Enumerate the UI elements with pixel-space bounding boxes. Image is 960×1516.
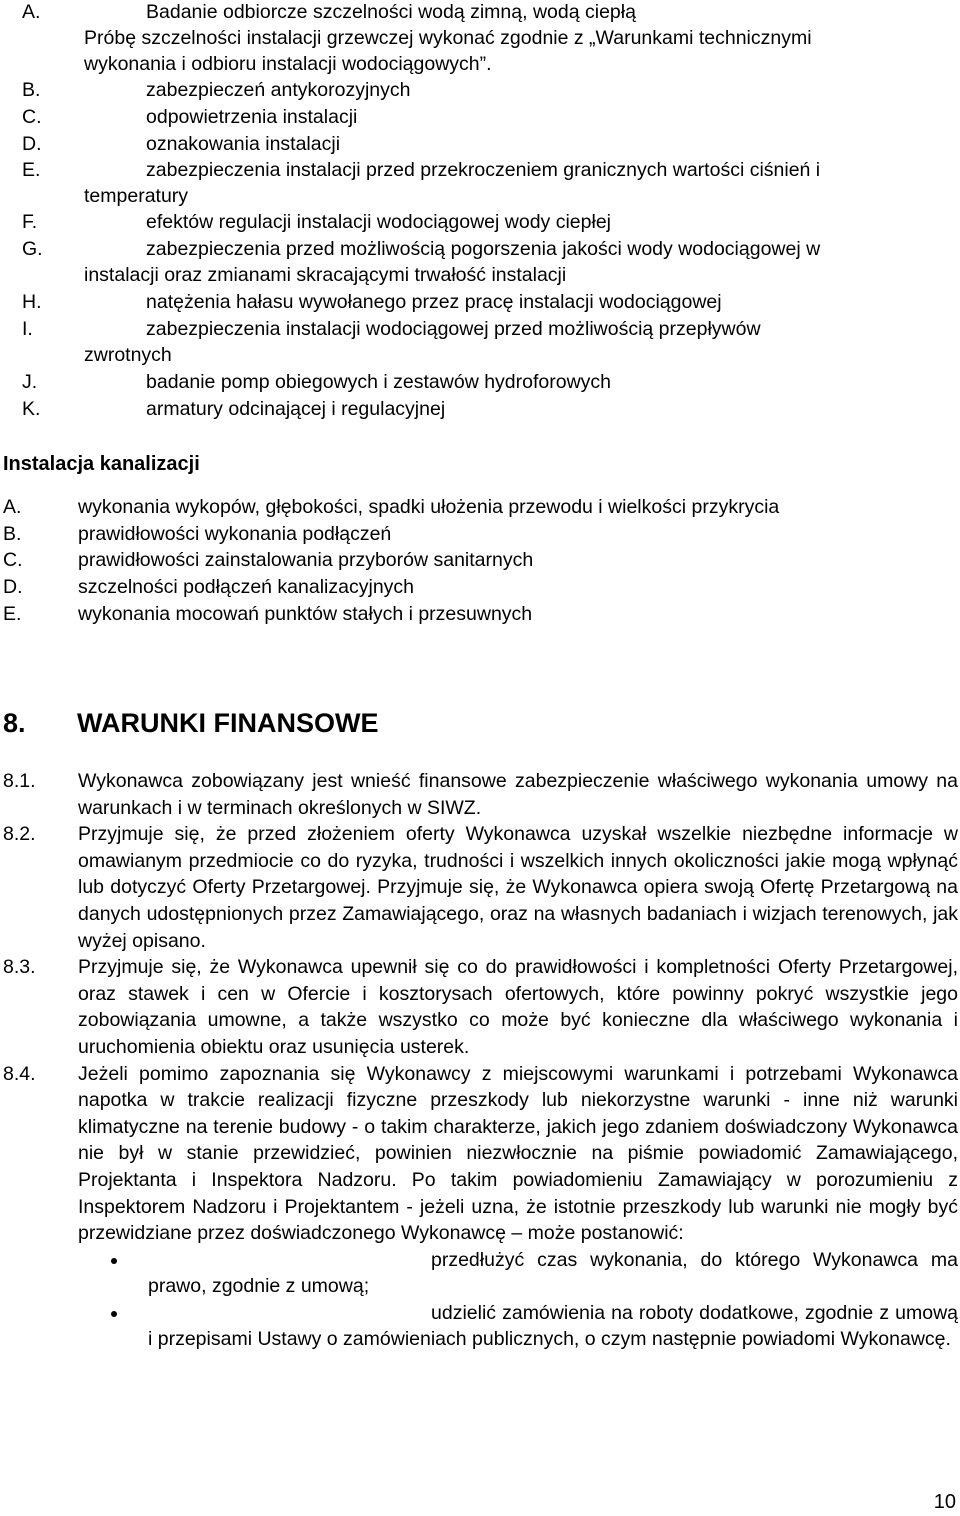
finance-item-number: 8.3. (3, 956, 36, 979)
list-item-text: efektów regulacji instalacji wodociągowej wody ciepłej (146, 211, 611, 233)
finance-item (3, 1061, 958, 1247)
finance-item-number: 8.1. (3, 770, 36, 792)
list-item-text: zabezpieczenia przed możliwością pogorszenia jakości wody wodociągowej w (146, 238, 821, 260)
list-item-text: natężenia hałasu wywołanego przez pracę instalacji wodociągowej (146, 291, 722, 313)
list-item-letter: D. (22, 133, 42, 155)
bullet-item (3, 1300, 958, 1353)
page-number: 10 (933, 1491, 956, 1513)
bullet-icon (111, 1258, 117, 1264)
list-item-text: armatury odcinającej i regulacyjnej (146, 398, 446, 420)
list-item-letter: E. (3, 603, 22, 625)
list-item-text: prawidłowości wykonania podłączeń (78, 523, 392, 545)
list-item-text: instalacji oraz zmianami skracającymi trwałość instalacji (84, 264, 567, 286)
list-item-text: temperatury (84, 185, 189, 207)
finance-item (3, 954, 958, 1060)
finance-item-text: Przyjmuje się, że Wykonawca upewnił się co do prawidłowości i kompletności Oferty Przetargowej, oraz stawek i cen w Ofercie i kosztorysach ofertowych, które powinny pokryć wszystkie jego zobowiązania umowne, a także wszystko co może być konieczne dla właściwego wykonania i uruchomienia obiektu oraz usunięcia usterek. (78, 956, 958, 1058)
finance-item-number: 8.2. (3, 823, 36, 846)
sewer-heading: Instalacja kanalizacji (3, 453, 200, 475)
bullet-text: przedłużyć czas wykonania, do którego Wykonawca ma prawo, zgodnie z umową; (148, 1248, 958, 1298)
finance-item-number: 8.4. (3, 1062, 36, 1085)
list-item-text: zabezpieczeń antykorozyjnych (146, 79, 411, 101)
section-title: WARUNKI FINANSOWE (77, 708, 379, 738)
list-item-text: wykonania i odbioru instalacji wodociągowych”. (84, 53, 492, 75)
list-item-text: Próbę szczelności instalacji grzewczej wykonać zgodnie z „Warunkami technicznymi (84, 27, 812, 49)
list-item-text: wykonania mocowań punktów stałych i przesuwnych (78, 603, 533, 625)
finance-item (3, 768, 958, 821)
finance-item-text: Jeżeli pomimo zapoznania się Wykonawcy z miejscowymi warunkami i potrzebami Wykonawca napotka w trakcie realizacji fizyczne przeszkody lub niekorzystne warunki - inne niż warunki klimatyczne na terenie budowy - o takim charakterze, jakich jego zdaniem doświadczony Wykonawca nie był w stanie przewidzieć, powinien niezwłocznie na piśmie powiadomić Zamawiającego, Projektanta i Inspektora Nadzoru. Po takim powiadomieniu Zamawiający w porozumieniu z Inspektorem Nadzoru i Projektantem - jeżeli uzna, że istotnie przeszkody lub warunki nie mogły być przewidziane przez doświadczonego Wykonawcę – może postanowić: (78, 1062, 958, 1245)
list-item-text: szczelności podłączeń kanalizacyjnych (78, 576, 415, 598)
list-item-text: zwrotnych (84, 344, 172, 366)
finance-item-text: Przyjmuje się, że przed złożeniem oferty Wykonawca uzyskał wszelkie niezbędne informacje w omawianym przedmiocie co do ryzyka, trudności i wszelkich innych okoliczności jakie mogą wpłynąć lub dotyczyć Oferty Przetargowej. Przyjmuje się, że Wykonawca opiera swoją Ofertę Przetargową na danych udostępnionych przez Zamawiającego, oraz na własnych badaniach i wizjach terenowych, jak wyżej opisano. (78, 823, 958, 952)
list-item-letter: J. (22, 371, 38, 393)
list-item-text: prawidłowości zainstalowania przyborów sanitarnych (78, 549, 534, 571)
finance-item (3, 821, 958, 954)
finance-item-text: Wykonawca zobowiązany jest wnieść finansowe zabezpieczenie właściwego wykonania umowy na warunkach i w terminach określonych w SIWZ. (78, 770, 958, 819)
list-item-text: zabezpieczenia instalacji przed przekroczeniem granicznych wartości ciśnień i (146, 159, 821, 181)
list-item-letter: A. (3, 496, 22, 518)
list-item-letter: A. (22, 1, 41, 23)
bullet-icon (111, 1311, 117, 1317)
list-item-text: zabezpieczenia instalacji wodociągowej przed możliwością przepływów (146, 318, 761, 340)
list-item-letter: F. (22, 211, 38, 233)
bullet-text: udzielić zamówienia na roboty dodatkowe, zgodnie z umową i przepisami Ustawy o zamówieniach publicznych, o czym następnie powiadomi Wykonawcę. (148, 1301, 958, 1351)
list-item-letter: G. (22, 238, 43, 260)
list-item-letter: C. (22, 106, 42, 128)
list-item-letter: E. (22, 159, 41, 181)
list-item-text: oznakowania instalacji (146, 133, 341, 155)
list-item-text: odpowietrzenia instalacji (146, 106, 358, 128)
list-item-letter: K. (22, 398, 41, 420)
list-item-text: wykonania wykopów, głębokości, spadki ułożenia przewodu i wielkości przykrycia (78, 496, 780, 518)
list-item-letter: I. (22, 318, 33, 340)
bullet-item (3, 1247, 958, 1300)
list-item-letter: B. (3, 523, 22, 545)
list-item-letter: H. (22, 291, 42, 313)
list-item-text: Badanie odbiorcze szczelności wodą zimną, wodą ciepłą (146, 1, 636, 23)
list-item-letter: D. (3, 576, 23, 598)
list-item-letter: C. (3, 549, 23, 571)
list-item-letter: B. (22, 79, 41, 101)
finance-list (3, 768, 958, 1353)
section-number: 8. (3, 708, 26, 738)
list-item-text: badanie pomp obiegowych i zestawów hydroforowych (146, 371, 612, 393)
